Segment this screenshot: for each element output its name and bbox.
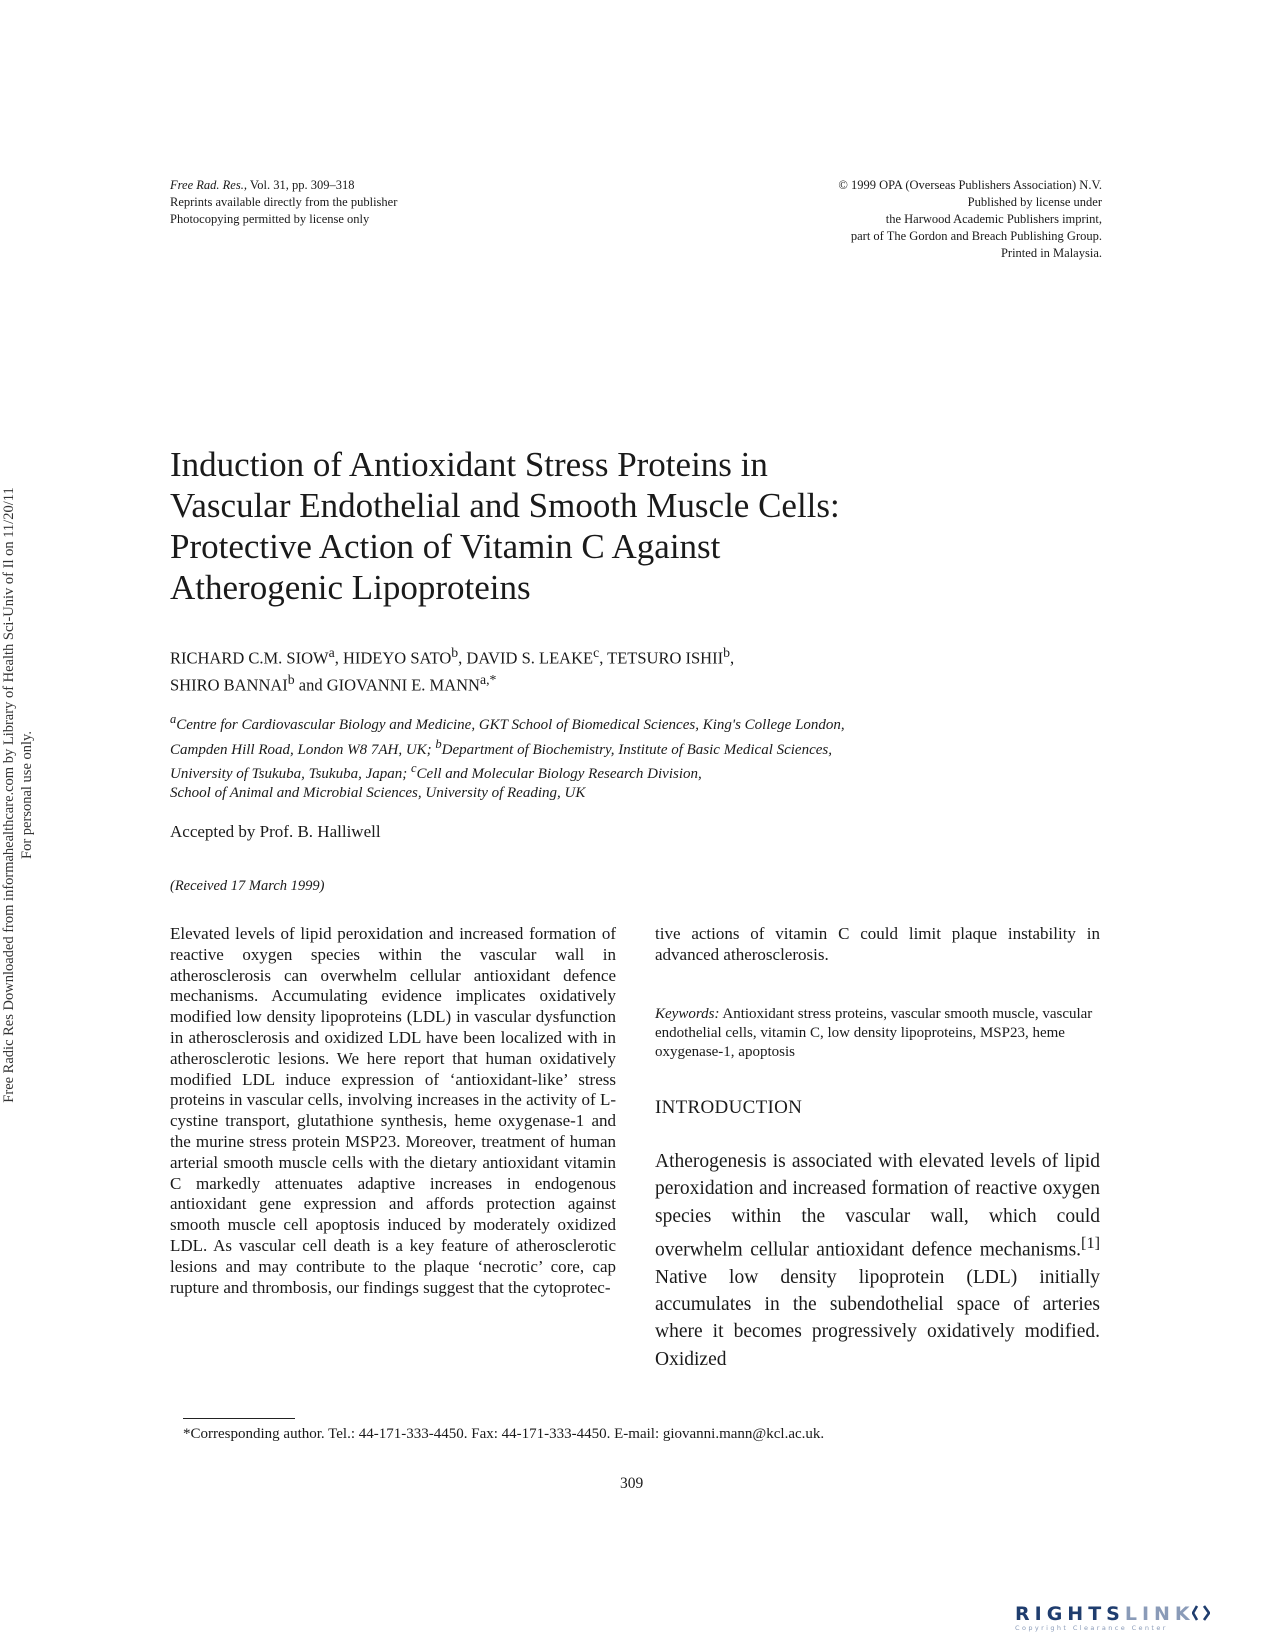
journal-abbrev: Free Rad. Res., (170, 178, 247, 192)
rightslink-brand-b: LINK (1124, 1603, 1195, 1625)
rightslink-logo[interactable] (1015, 1603, 1255, 1639)
imprint-line: the Harwood Academic Publishers imprint, (885, 212, 1102, 226)
author-name: SHIRO BANNAI (170, 675, 288, 694)
introduction-body (655, 1148, 1100, 1373)
author-sep: , (729, 648, 735, 668)
title-line-3: Protective Action of Vitamin C Against (170, 527, 721, 566)
affil-text: Department of Biochemistry, Institute of Basic Medical Sciences, (441, 741, 832, 758)
affil-text: Campden Hill Road, London W8 7AH, UK; (170, 741, 436, 758)
printed-line: Printed in Malaysia. (1000, 246, 1102, 260)
author-name: , HIDEYO SATO (334, 648, 452, 668)
download-watermark (0, 415, 36, 1175)
title-line-2: Vascular Endothelial and Smooth Muscle Cells: (170, 486, 840, 525)
title-line-4: Atherogenic Lipoproteins (170, 568, 531, 607)
affil-text: Cell and Molecular Biology Research Division, (416, 766, 702, 782)
intro-text: Atherogenesis is associated with elevated levels of lipid peroxidation and increased formation of reactive oxygen species within the vascular wall, which could overwhelm cellular antioxidant defence mechanisms. (655, 1151, 1100, 1261)
author-sup: a,* (479, 671, 497, 687)
corresponding-author-footnote: *Corresponding author. Tel.: 44-171-333-4450. Fax: 44-171-333-4450. E-mail: giovanni.mann@kcl.ac.uk. (183, 1426, 825, 1442)
keywords-text: Antioxidant stress proteins, vascular smooth muscle, vascular endothelial cells, vitamin C, low density lipoproteins, MSP23, heme oxygenase-1, apoptosis (655, 1006, 1093, 1060)
author-sup: b (451, 645, 459, 660)
abstract-text: Elevated levels of lipid peroxidation and increased formation of reactive oxygen species within the vascular wall in atherosclerosis can overwhelm cellular antioxidant defence mechanisms. Accumulating evidence implicates oxidatively modified low density lipoproteins (LDL) in vascular dysfunction in atherosclerosis and oxidized LDL have been localized with in atherosclerotic lesions. We here report that human oxidatively modified LDL induce expression of ‘antioxidant-like’ stress proteins in vascular cells, involving increases in the activity of L-cystine transport, glutathione synthesis, heme oxygenase-1 and the murine stress protein MSP23. Moreover, treatment of human arterial smooth muscle cells with the dietary antioxidant vitamin C markedly attenuates adaptive increases in endogenous antioxidant gene expression and affords protection against smooth muscle cell apoptosis induced by moderately oxidized LDL. As vascular cell death is a key feature of atherosclerotic lesions and may contribute to the plaque ‘necrotic’ core, cap rupture and thrombosis, our findings suggest that the cytoprotec- (170, 924, 616, 1297)
author-name: RICHARD C.M. SIOW (170, 648, 329, 668)
reprints-note: Reprints available directly from the publisher (170, 195, 398, 209)
keywords-label: Keywords: (655, 1006, 720, 1022)
abstract-column-2 (655, 924, 1100, 966)
copyright-line: © 1999 OPA (Overseas Publishers Association) N.V. (838, 178, 1102, 192)
author-sup: a (328, 645, 335, 660)
affil-sup: c (410, 761, 417, 775)
author-sup: b (723, 645, 730, 660)
author-name: , DAVID S. LEAKE (458, 648, 594, 668)
introduction-heading: INTRODUCTION (655, 1097, 803, 1118)
license-line: Published by license under (967, 195, 1102, 209)
author-list (170, 642, 1070, 695)
accepted-by: Accepted by Prof. B. Halliwell (170, 822, 381, 841)
affil-text: Centre for Cardiovascular Biology and Medicine, GKT School of Biomedical Sciences, King's College London, (176, 717, 845, 733)
citation-ref[interactable]: [1] (1081, 1233, 1100, 1252)
group-line: part of The Gordon and Breach Publishing Group. (850, 229, 1102, 243)
affiliations (170, 710, 1110, 802)
author-name: , TETSURO ISHII (599, 648, 724, 668)
affil-text: University of Tsukuba, Tsukuba, Japan; (170, 766, 411, 782)
intro-text: Native low density lipoprotein (LDL) initially accumulates in the subendothelial space of arteries where it becomes progressively oxidatively modified. Oxidized (655, 1266, 1100, 1370)
article-title (170, 444, 1150, 608)
abstract-text-continued: tive actions of vitamin C could limit plaque instability in advanced atherosclerosis. (655, 924, 1100, 964)
title-line-1: Induction of Antioxidant Stress Proteins in (170, 445, 768, 484)
chevron-logo-icon (1192, 1604, 1210, 1622)
photocopy-note: Photocopying permitted by license only (170, 212, 370, 226)
header-copyright (700, 177, 1102, 262)
author-sup: b (287, 671, 295, 687)
abstract-column-1 (170, 924, 616, 1298)
keywords (655, 1005, 1100, 1062)
affil-sup: a (170, 712, 177, 726)
affil-text: School of Animal and Microbial Sciences, University of Reading, UK (170, 784, 586, 801)
header-journal-info (170, 177, 590, 228)
rightslink-brand-a: RIGHTS (1015, 1603, 1125, 1625)
page-number: 309 (620, 1475, 644, 1492)
affil-sup: b (435, 736, 442, 751)
footnote-rule (183, 1418, 295, 1419)
author-sup: c (593, 645, 600, 660)
received-date: (Received 17 March 1999) (170, 878, 325, 894)
author-name: and GIOVANNI E. MANN (294, 675, 480, 694)
watermark-line-1: Free Radic Res Downloaded from informahealthcare.com by Library of Health Sci-Univ of Il on 11/20/11 (1, 487, 17, 1103)
rightslink-tagline: Copyright Clearance Center (1015, 1624, 1168, 1632)
watermark-line-2: For personal use only. (19, 731, 35, 859)
volume-pages: Vol. 31, pp. 309–318 (246, 178, 355, 192)
